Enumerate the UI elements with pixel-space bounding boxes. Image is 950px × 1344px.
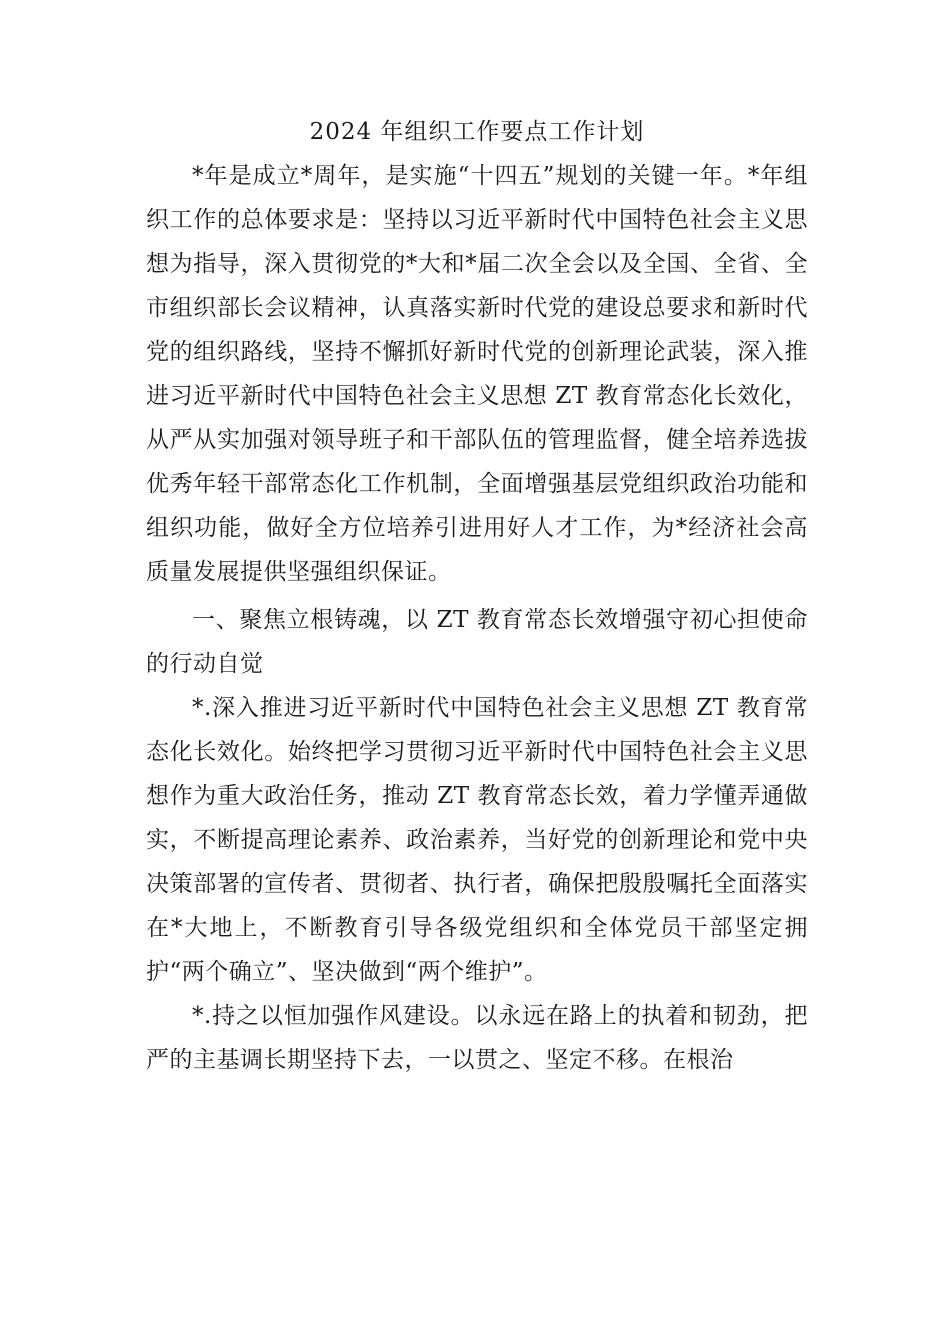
document-title: 2024 年组织工作要点工作计划 <box>309 119 645 145</box>
item-paragraph-1: *.深入推进习近平新时代中国特色社会主义思想 ZT 教育常态化长效化。始终把学习贯彻习近平新时代中国特色社会主义思想作为重大政治任务，推动 ZT 教育常态长效，着力学懂弄通做实，不断提高理论素养、政治素养，当好党的创新理论和党中央决策部署的宣传者、贯彻者、执行者，确保把殷殷嘱托全面落实在*大地上，不断教育引导各级党组织和全体党员干部坚定拥护“两个确立”、坚决做到“两个维护”。 <box>146 695 808 985</box>
document-body <box>146 110 808 1082</box>
intro-paragraph: *年是成立*周年，是实施“十四五”规划的关键一年。*年组织工作的总体要求是：坚持以习近平新时代中国特色社会主义思想为指导，深入贯彻党的*大和*届二次全会以及全国、全省、全市组织部长会议精神，认真落实新时代党的建设总要求和新时代党的组织路线，坚持不懈抓好新时代党的创新理论武装，深入推进习近平新时代中国特色社会主义思想 ZT 教育常态化长效化，从严从实加强对领导班子和干部队伍的管理监督，健全培养选拔优秀年轻干部常态化工作机制，全面增强基层党组织政治功能和组织功能，做好全方位培养引进用好人才工作，为*经济社会高质量发展提供坚强组织保证。 <box>146 163 808 585</box>
item-paragraph-2: *.持之以恒加强作风建设。以永远在路上的执着和韧劲，把严的主基调长期坚持下去，一以贯之、坚定不移。在根治 <box>146 1003 808 1073</box>
section-heading-1: 一、聚焦立根铸魂，以 ZT 教育常态长效增强守初心担使命的行动自觉 <box>146 607 808 677</box>
